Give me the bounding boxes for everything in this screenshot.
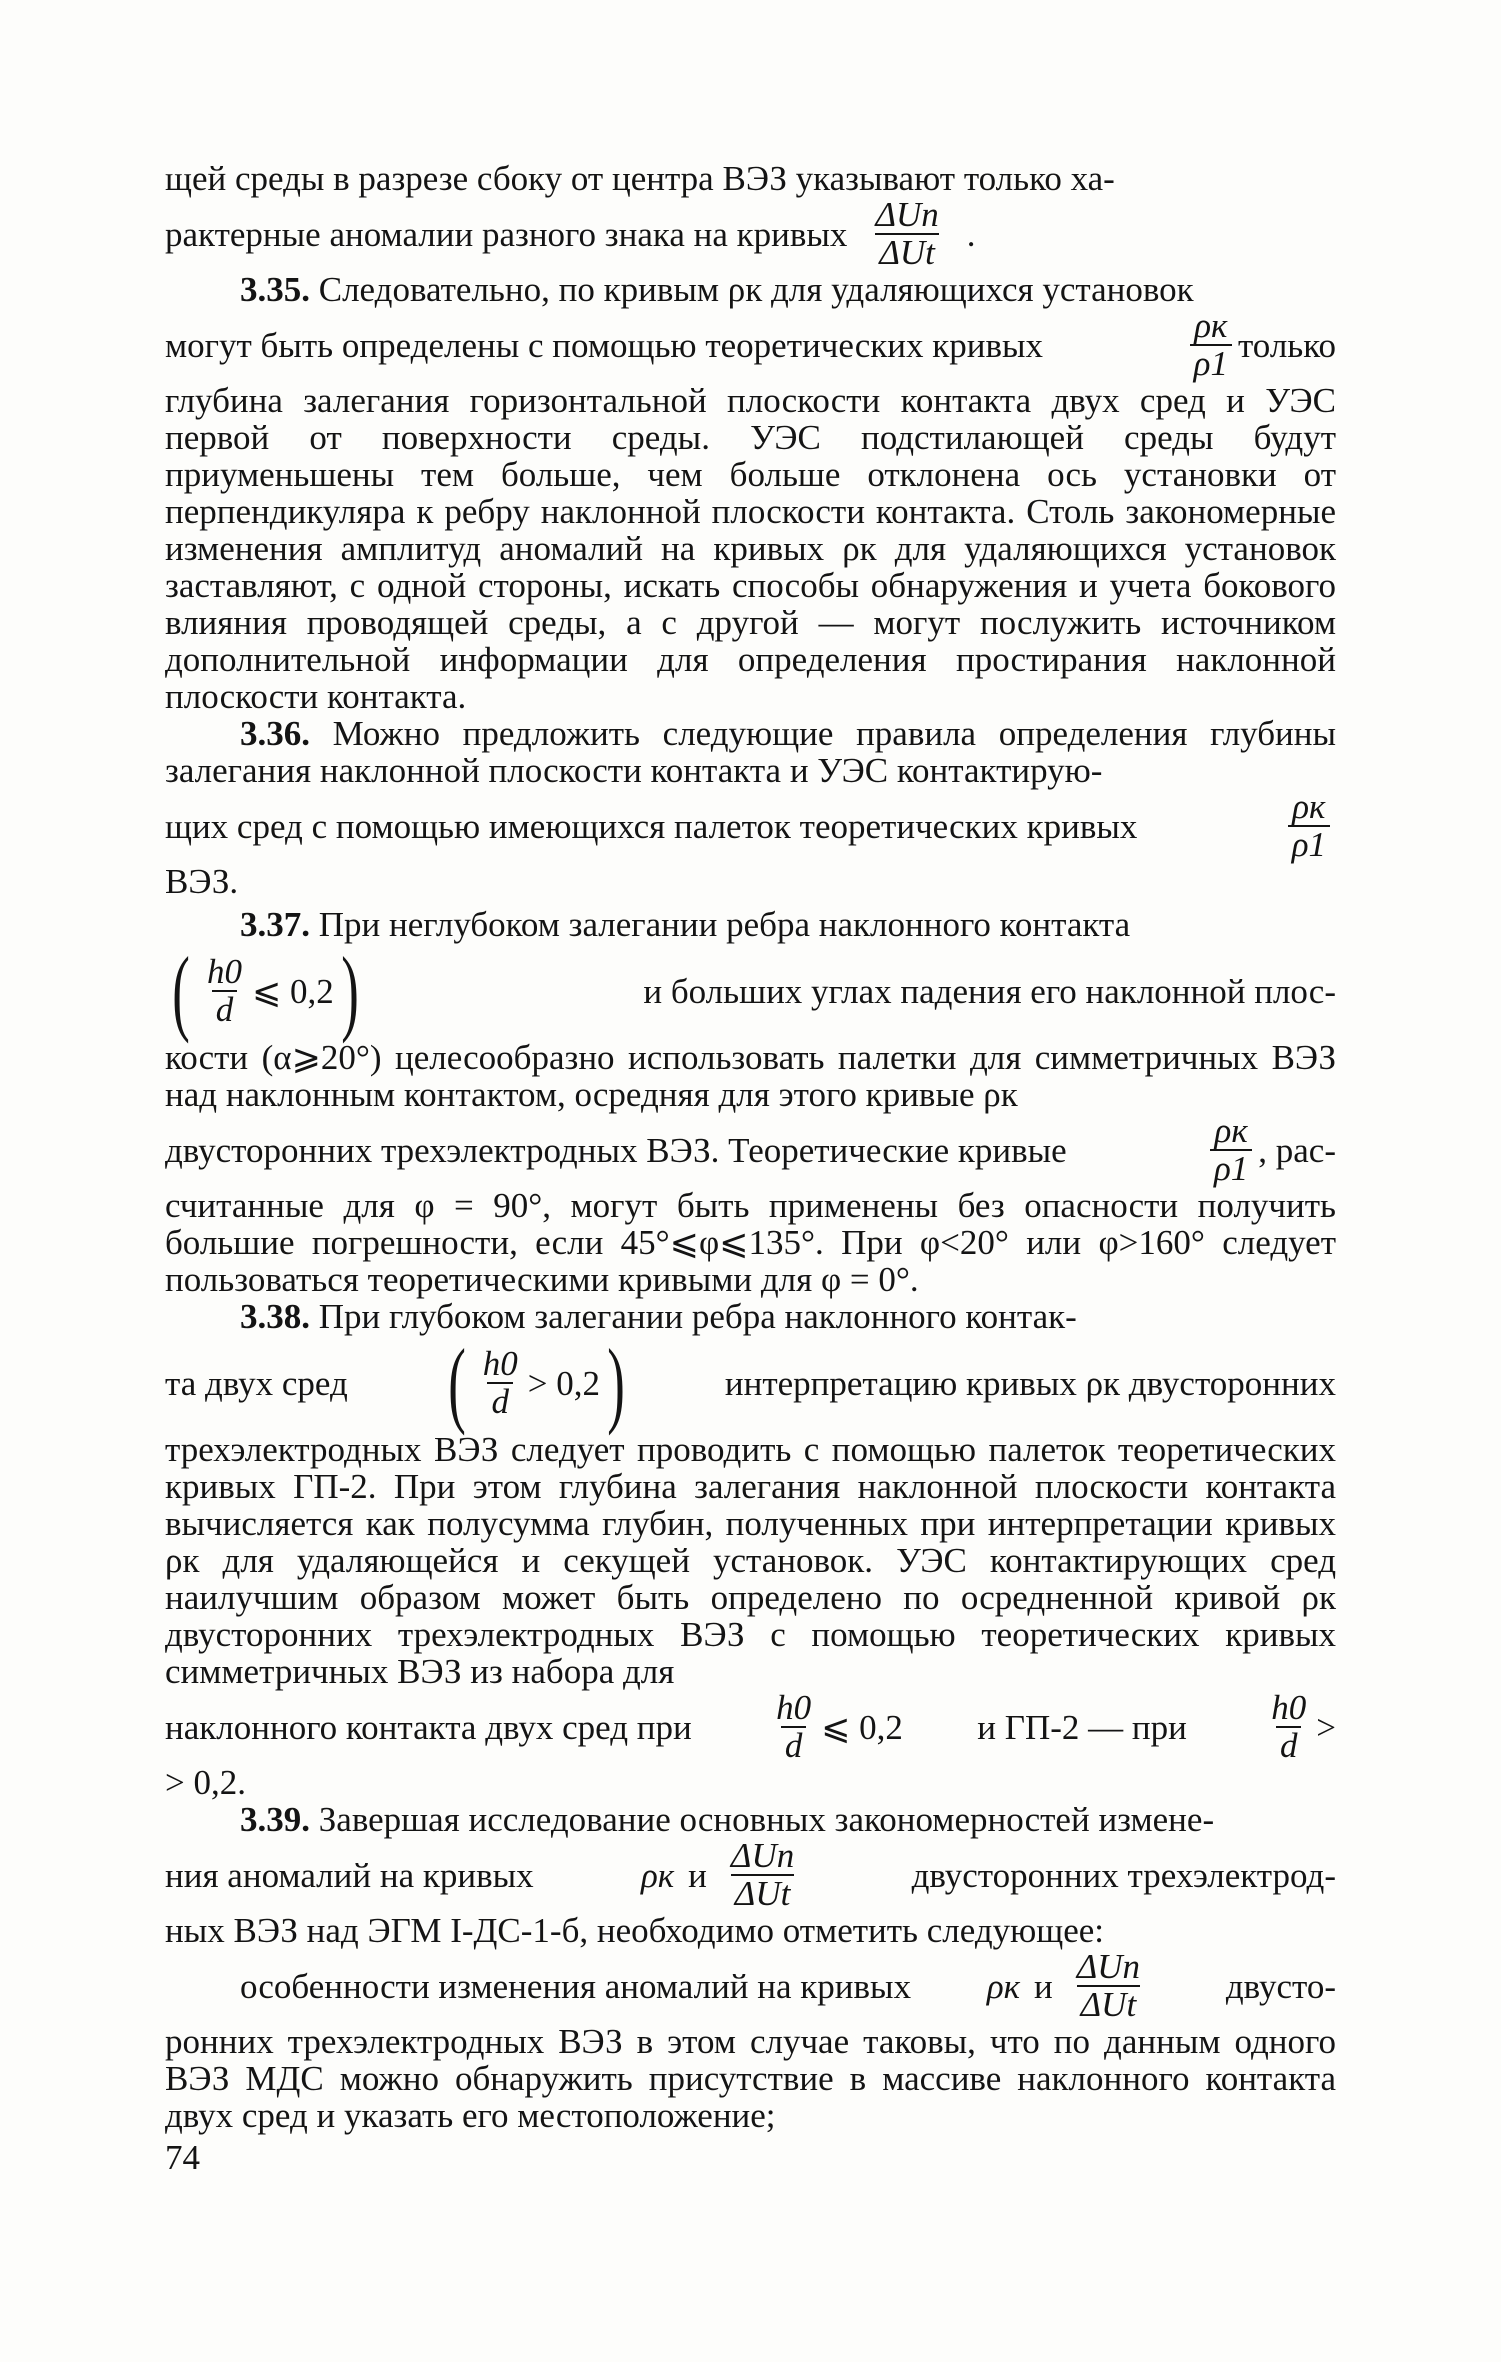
paragraph-3-37-heading: 3.37. При неглубоком залегании ребра наклонного контакта — [240, 905, 1131, 944]
paragraph-3-37-body-2: считанные для φ = 90°, могут быть применены без опасности получить большие погрешности, если 45°⩽φ⩽135°. При φ<20° или φ>160° следует пользоваться теоретическими кривыми для φ = 0°. — [165, 1186, 1336, 1299]
fraction-h-d: $\frac{h0}{d}$ — [1271, 1688, 1307, 1765]
fraction-h-d: $\frac{h0}{d}$ — [776, 1688, 812, 1765]
paragraph-3-37-line-5: двусторонних трехэлектродных ВЭЗ. Теоретические кривые $\frac{\rho к}{\rho 1}$ , рас- — [165, 1111, 1336, 1188]
paragraph-3-39-heading: 3.39. Завершая исследование основных закономерностей измене- — [240, 1800, 1215, 1839]
paragraph-3-36-end: ВЭЗ. — [165, 862, 239, 901]
page-number: 74 — [165, 2138, 200, 2177]
paragraph-3-37-body-1: кости (α⩾20°) целесообразно использовать палетки для симметричных ВЭЗ над наклонным контактом, осредняя для этого кривые ρк — [165, 1038, 1336, 1114]
condition-h-over-d: ( $\frac{h0}{d}$ ⩽ 0,2 ) — [172, 937, 359, 1044]
paragraph-3-38-end: > 0,2. — [165, 1763, 246, 1802]
fraction-rho: $\frac{\rho к}{\rho 1}$ — [1288, 789, 1330, 863]
paragraph-3-38-body: трехэлектродных ВЭЗ следует проводить с помощью палеток теоретических кривых ГП-2. При этом глубина залегания наклонной плоскости контакта вычисляется как полусумма глубин, полученных при интерпретации кривых ρк для удаляющейся и секущей установок. УЭС контактирующих сред наилучшим образом может быть определено по осредненной кривой ρк двусторонних трехэлектродных ВЭЗ с помощью теоретических кривых симметричных ВЭЗ из набора для — [165, 1430, 1336, 1691]
paragraph-3-36-line-3: щих сред с помощью имеющихся палеток теоретических кривых $\frac{\rho к}{\rho 1}$ — [165, 789, 1336, 863]
paragraph-3-37-line-2: ( $\frac{h0}{d}$ ⩽ 0,2 ) и больших углах падения его наклонной плос- — [165, 943, 1336, 1039]
paragraph-3-36-heading: 3.36. Можно предложить следующие правила определения глубины залегания наклонной плоскости контакта и УЭС контактирую- — [165, 714, 1336, 790]
condition-h-over-d: ( $\frac{h0}{d}$ > 0,2 ) — [447, 1329, 625, 1436]
fraction-du: $\frac{\text{ΔUn}}{\text{ΔUt}}$ — [730, 1836, 795, 1913]
paragraph-3-39-line-3: ных ВЭЗ над ЭГМ I-ДС-1-б, необходимо отметить следующее: — [165, 1911, 1105, 1950]
fraction-h-d: $\frac{h0}{d}$ — [482, 1344, 518, 1421]
fraction-rho: $\frac{\rho к}{\rho 1}$ — [1210, 1113, 1252, 1187]
fraction-h-d: $\frac{h0}{d}$ — [206, 952, 242, 1029]
paragraph-3-35-heading: 3.35. Следовательно, по кривым ρк для удаляющихся установок — [240, 270, 1194, 309]
fraction-du: $\frac{\text{ΔUn}}{\text{ΔUt}}$ — [875, 195, 939, 272]
fraction-du: $\frac{\text{ΔUn}}{\text{ΔUt}}$ — [1076, 1947, 1141, 2024]
paragraph-3-39-body: ронних трехэлектродных ВЭЗ в этом случае таковы, что по данным одного ВЭЗ МДС можно обнаружить присутствие в массиве наклонного контакта двух сред и указать его местоположение; — [165, 2022, 1336, 2135]
paragraph-3-38-line-2: та двух сред ( $\frac{h0}{d}$ > 0,2 ) интерпретацию кривых ρк двусторонних — [165, 1329, 1336, 1436]
paragraph-3-38-line-last: наклонного контакта двух сред при $\frac{h0}{d}$ ⩽ 0,2 и ГП-2 — при $\frac{h0}{d}$ > — [165, 1688, 1336, 1765]
paragraph-3-38-heading: 3.38. При глубоком залегании ребра наклонного контак- — [240, 1297, 1077, 1336]
fraction-rho: $\frac{\rho к}{\rho 1}$ — [1190, 308, 1232, 382]
line-1: щей среды в разрезе сбоку от центра ВЭЗ указывают только ха- — [165, 159, 1115, 198]
line-2: рактерные аномалии разного знака на кривых $\frac{\text{ΔUn}}{\text{ΔUt}}$ . — [165, 195, 976, 272]
paragraph-3-35-line-2: могут быть определены с помощью теоретических кривых $\frac{\rho к}{\rho 1}$ только — [165, 306, 1336, 383]
paragraph-3-39-line-2: ния аномалий на кривых ρк и $\frac{\text{ΔUn}}{\text{ΔUt}}$ двусторонних трехэлектрод- — [165, 1836, 1336, 1913]
paragraph-3-35-body: глубина залегания горизонтальной плоскости контакта двух сред и УЭС первой от поверхности среды. УЭС подстилающей среды будут приуменьшены тем больше, чем больше отклонена ось установки от перпендикуляра к ребру наклонной плоскости контакта. Столь закономерные изменения амплитуд аномалий на кривых ρк для удаляющихся установок заставляют, с одной стороны, искать способы обнаружения и учета бокового влияния проводящей среды, а с другой — могут послужить источником дополнительной информации для определения простирания наклонной плоскости контакта. — [165, 381, 1336, 716]
paragraph-3-39-line-4: особенности изменения аномалий на кривых ρк и $\frac{\text{ΔUn}}{\text{ΔUt}}$ двусто- — [240, 1947, 1336, 2024]
